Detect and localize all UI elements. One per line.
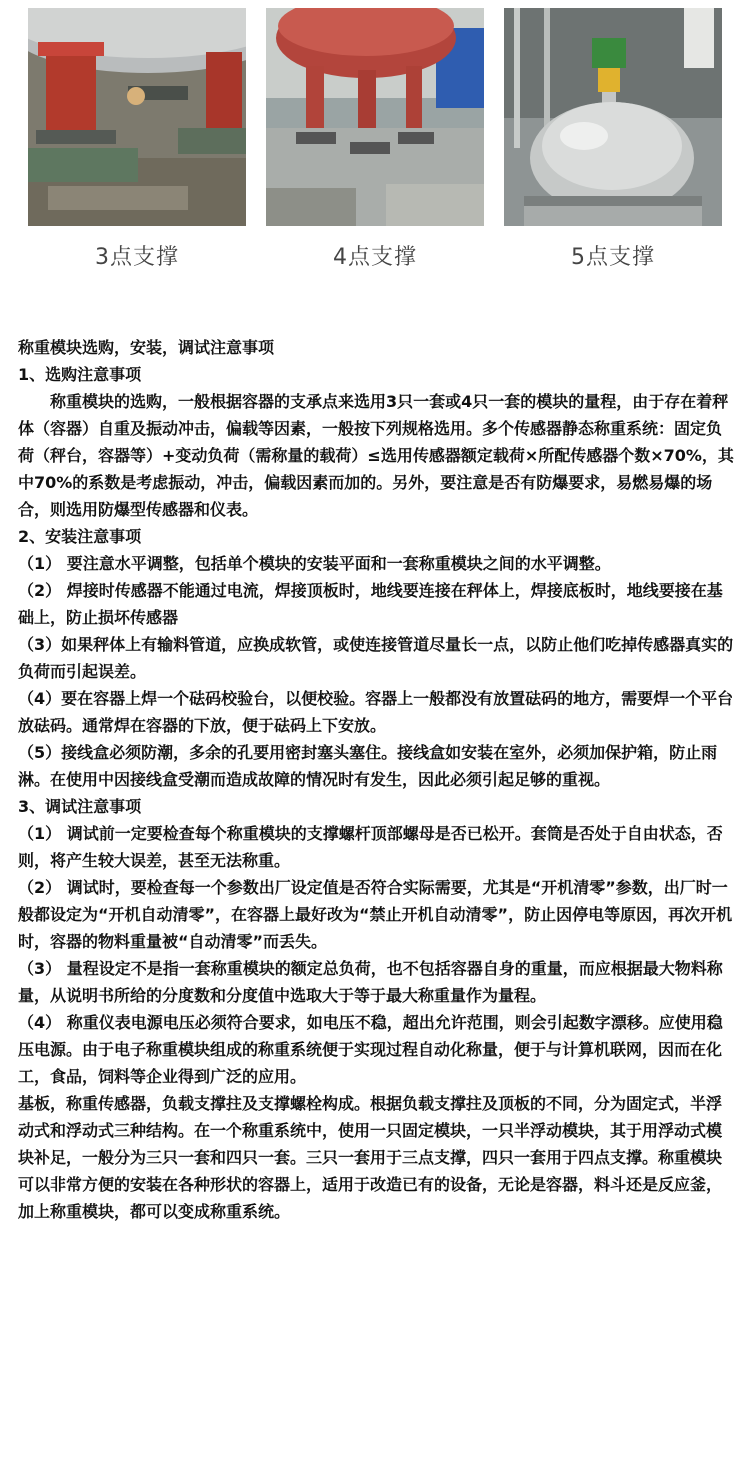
section-3-item-1: （1） 调试前一定要检查每个称重模块的支撑螺杆顶部螺母是否已松开。套筒是否处于自由状态，否则，将产生较大误差，甚至无法称重。 <box>18 824 723 870</box>
closing-paragraph: 基板，称重传感器，负载支撑拄及支撑螺栓构成。根据负载支撑拄及顶板的不同，分为固定式，半浮动式和浮动式三种结构。在一个称重系统中，使用一只固定模块，一只半浮动模块，其于用浮动式模块补足，一般分为三只一套和四只一套。三只一套用于三点支撑，四只一套用于四点支撑。称重模块可以非常方便的安装在各种形状的容器上，适用于改造已有的设备，无论是容器，料斗还是反应釜，加上称重模块，都可以变成称重系统。 <box>18 1094 723 1221</box>
tank-5-point-image <box>504 8 722 226</box>
tank-4-point-image <box>266 8 484 226</box>
photo-5-point <box>504 8 722 271</box>
photo-3-point <box>28 8 246 271</box>
photo-row <box>0 8 750 288</box>
document-title: 称重模块选购，安装，调试注意事项 <box>18 338 275 357</box>
section-2-item-5: （5）接线盒必须防潮，多余的孔要用密封塞头塞住。接线盒如安装在室外，必须加保护箱，防止雨淋。在使用中因接线盒受潮而造成故障的情况时有发生，因此必须引起足够的重视。 <box>18 743 718 789</box>
section-3-item-3: （3） 量程设定不是指一套称重模块的额定总负荷，也不包括容器自身的重量，而应根据最大物料称量，从说明书所给的分度数和分度值中选取大于等于最大称重量作为量程。 <box>18 959 723 1005</box>
section-2-heading: 2、安装注意事项 <box>18 527 142 546</box>
section-3-item-2: （2） 调试时，要检查每一个参数出厂设定值是否符合实际需要，尤其是“开机清零”参数，出厂时一般都设定为“开机自动清零”，在容器上最好改为“禁止开机自动清零”，防止因停电等原因，再次开机时，容器的物料重量被“自动清零”而丢失。 <box>18 878 733 951</box>
section-1-paragraph: 称重模块的选购，一般根据容器的支承点来选用3只一套或4只一套的模块的量程，由于存在着秤体（容器）自重及振动冲击，偏载等因素，一般按下列规格选用。多个传感器静态称重系统：固定负荷（秤台，容器等）+变动负荷（需称量的载荷）≤选用传感器额定载荷×所配传感器个数×70%，其中70%的系数是考虑振动，冲击，偏载因素而加的。另外，要注意是否有防爆要求，易燃易爆的场合，则选用防爆型传感器和仪表。 <box>18 392 734 519</box>
section-3-item-4: （4） 称重仪表电源电压必须符合要求，如电压不稳，超出允许范围，则会引起数字漂移。应使用稳压电源。由于电子称重模块组成的称重系统便于实现过程自动化称量，便于与计算机联网，因而在化工，食品，饲料等企业得到广泛的应用。 <box>18 1013 723 1086</box>
section-2-item-1: （1） 要注意水平调整，包括单个模块的安装平面和一套称重模块之间的水平调整。 <box>18 554 611 573</box>
caption-5-point: 5点支撑 <box>571 245 655 270</box>
photo-4-point <box>266 8 484 271</box>
section-2-item-4: （4）要在容器上焊一个砝码校验台，以便校验。容器上一般都没有放置砝码的地方，需要焊一个平台放砝码。通常焊在容器的下放，便于砝码上下安放。 <box>18 689 734 735</box>
tank-3-point-image <box>28 8 246 226</box>
section-2-item-2: （2） 焊接时传感器不能通过电流，焊接顶板时，地线要连接在秤体上，焊接底板时，地线要接在基础上，防止损坏传感器 <box>18 581 723 627</box>
caption-4-point: 4点支撑 <box>333 245 417 270</box>
caption-3-point: 3点支撑 <box>95 245 179 270</box>
section-3-heading: 3、调试注意事项 <box>18 797 142 816</box>
section-1-heading: 1、选购注意事项 <box>18 365 142 384</box>
article-body <box>18 334 734 1225</box>
section-2-item-3: （3）如果秤体上有输料管道，应换成软管，或使连接管道尽量长一点，以防止他们吃掉传感器真实的负荷而引起误差。 <box>18 635 734 681</box>
